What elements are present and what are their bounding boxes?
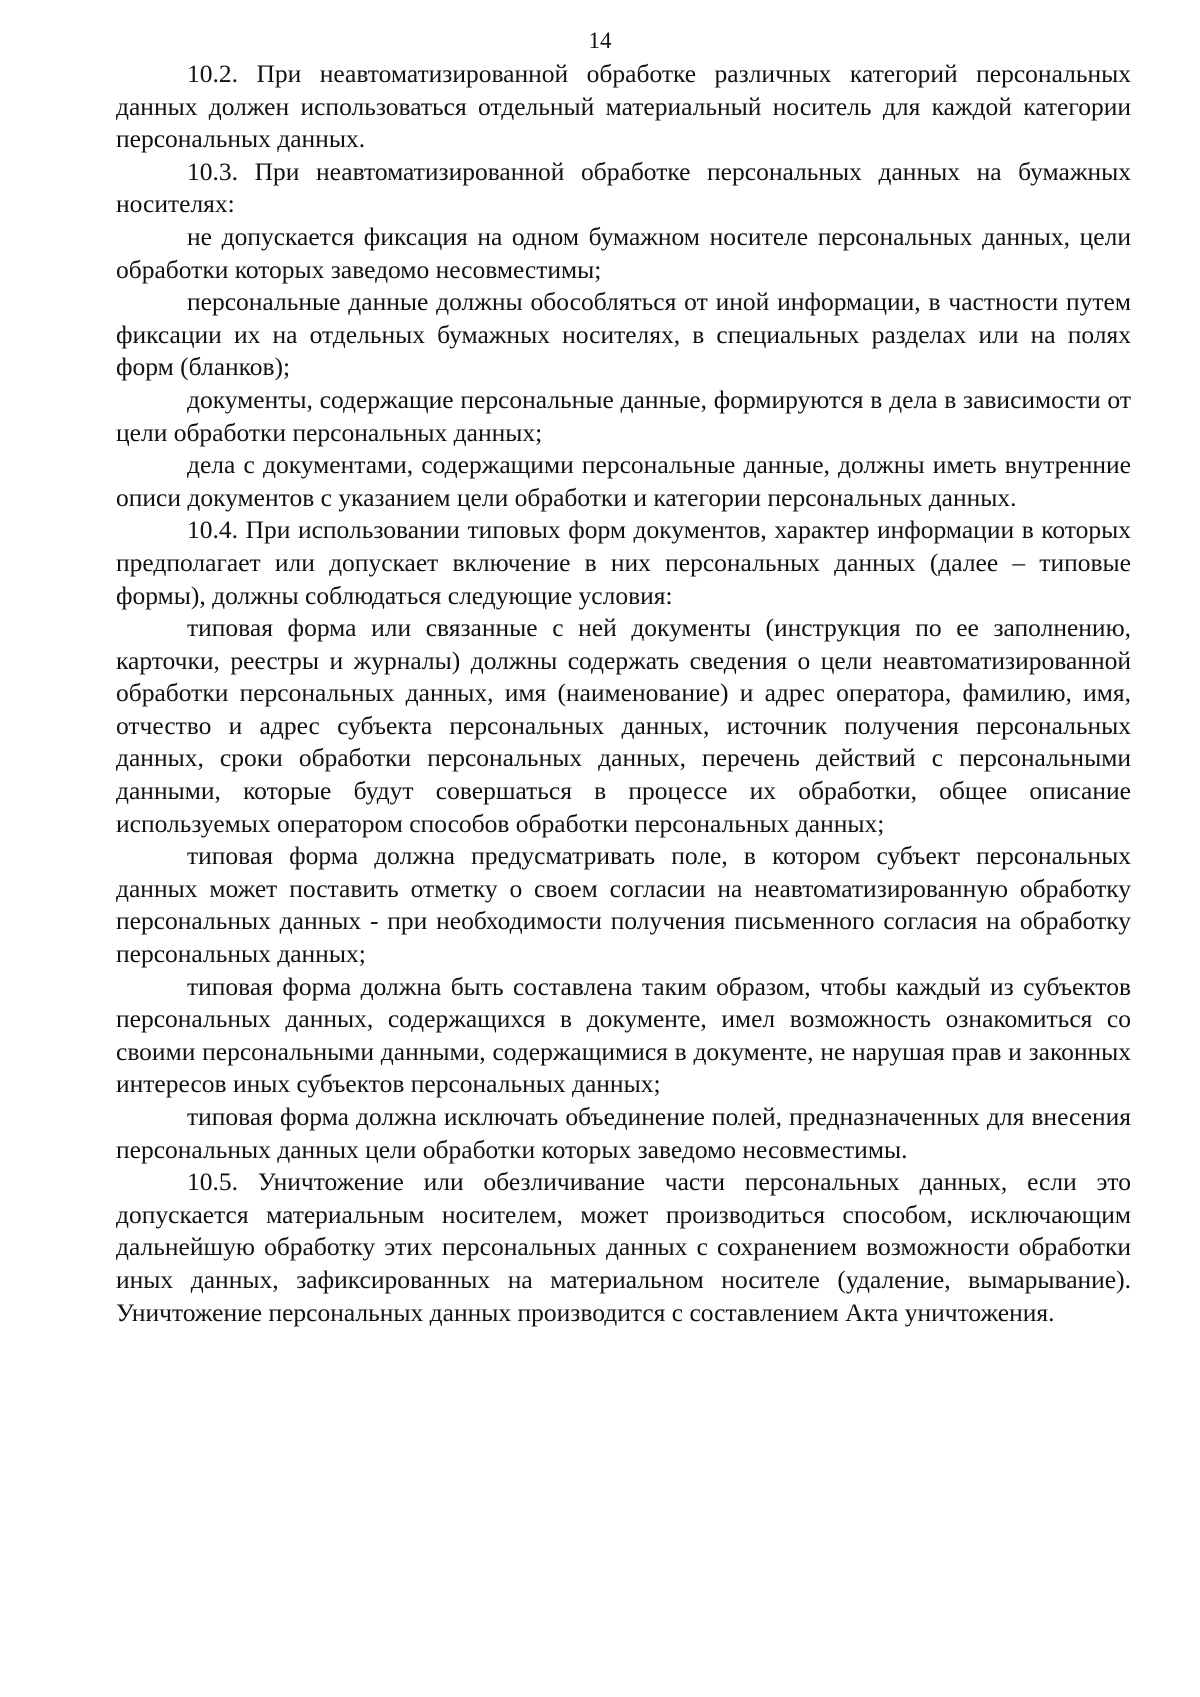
page-number: 14 <box>588 28 612 53</box>
paragraph-10-3: 10.3. При неавтоматизированной обработке персональных данных на бумажных носителях: <box>116 156 1131 219</box>
document-body <box>116 58 1131 1329</box>
paragraph-10-3-item-4: дела с документами, содержащими персональные данные, должны иметь внутренние описи документов с указанием цели обработки и категории персональных данных. <box>116 450 1131 512</box>
paragraph-10-2: 10.2. При неавтоматизированной обработке различных категорий персональных данных должен использоваться отдельный материальный носитель для каждой категории персональных данных. <box>116 59 1131 154</box>
paragraph-10-4: 10.4. При использовании типовых форм документов, характер информации в которых предполагает или допускает включение в них персональных данных (далее – типовые формы), должны соблюдаться следующие условия: <box>116 515 1131 610</box>
paragraph-10-3-item-2: персональные данные должны обособляться от иной информации, в частности путем фиксации их на отдельных бумажных носителях, в специальных разделах или на полях форм (бланков); <box>116 287 1131 382</box>
paragraph-10-4-item-2: типовая форма должна предусматривать поле, в котором субъект персональных данных может поставить отметку о своем согласии на неавтоматизированную обработку персональных данных - при необходимости получения письменного согласия на обработку персональных данных; <box>116 841 1131 969</box>
paragraph-10-5: 10.5. Уничтожение или обезличивание части персональных данных, если это допускается материальным носителем, может производиться способом, исключающим дальнейшую обработку этих персональных данных с сохранением возможности обработки иных данных, зафиксированных на материальном носителе (удаление, вымарывание). Уничтожение персональных данных производится с составлением Акта уничтожения. <box>116 1167 1131 1327</box>
paragraph-10-3-item-1: не допускается фиксация на одном бумажном носителе персональных данных, цели обработки которых заведомо несовместимы; <box>116 221 1131 284</box>
paragraph-10-4-item-3: типовая форма должна быть составлена таким образом, чтобы каждый из субъектов персональных данных, содержащихся в документе, имел возможность ознакомиться со своими персональными данными, содержащимися в документе, не нарушая прав и законных интересов иных субъектов персональных данных; <box>116 971 1131 1099</box>
paragraph-10-3-item-3: документы, содержащие персональные данные, формируются в дела в зависимости от цели обработки персональных данных; <box>116 384 1131 447</box>
paragraph-10-4-item-1: типовая форма или связанные с ней документы (инструкция по ее заполнению, карточки, реестры и журналы) должны содержать сведения о цели неавтоматизированной обработки персональных данных, имя (наименование) и адрес оператора, фамилию, имя, отчество и адрес субъекта персональных данных, источник получения персональных данных, сроки обработки персональных данных, перечень действий с персональными данными, которые будут совершаться в процессе их обработки, общее описание используемых оператором способов обработки персональных данных; <box>116 613 1131 838</box>
paragraph-10-4-item-4: типовая форма должна исключать объединение полей, предназначенных для внесения персональных данных цели обработки которых заведомо несовместимы. <box>116 1102 1131 1164</box>
